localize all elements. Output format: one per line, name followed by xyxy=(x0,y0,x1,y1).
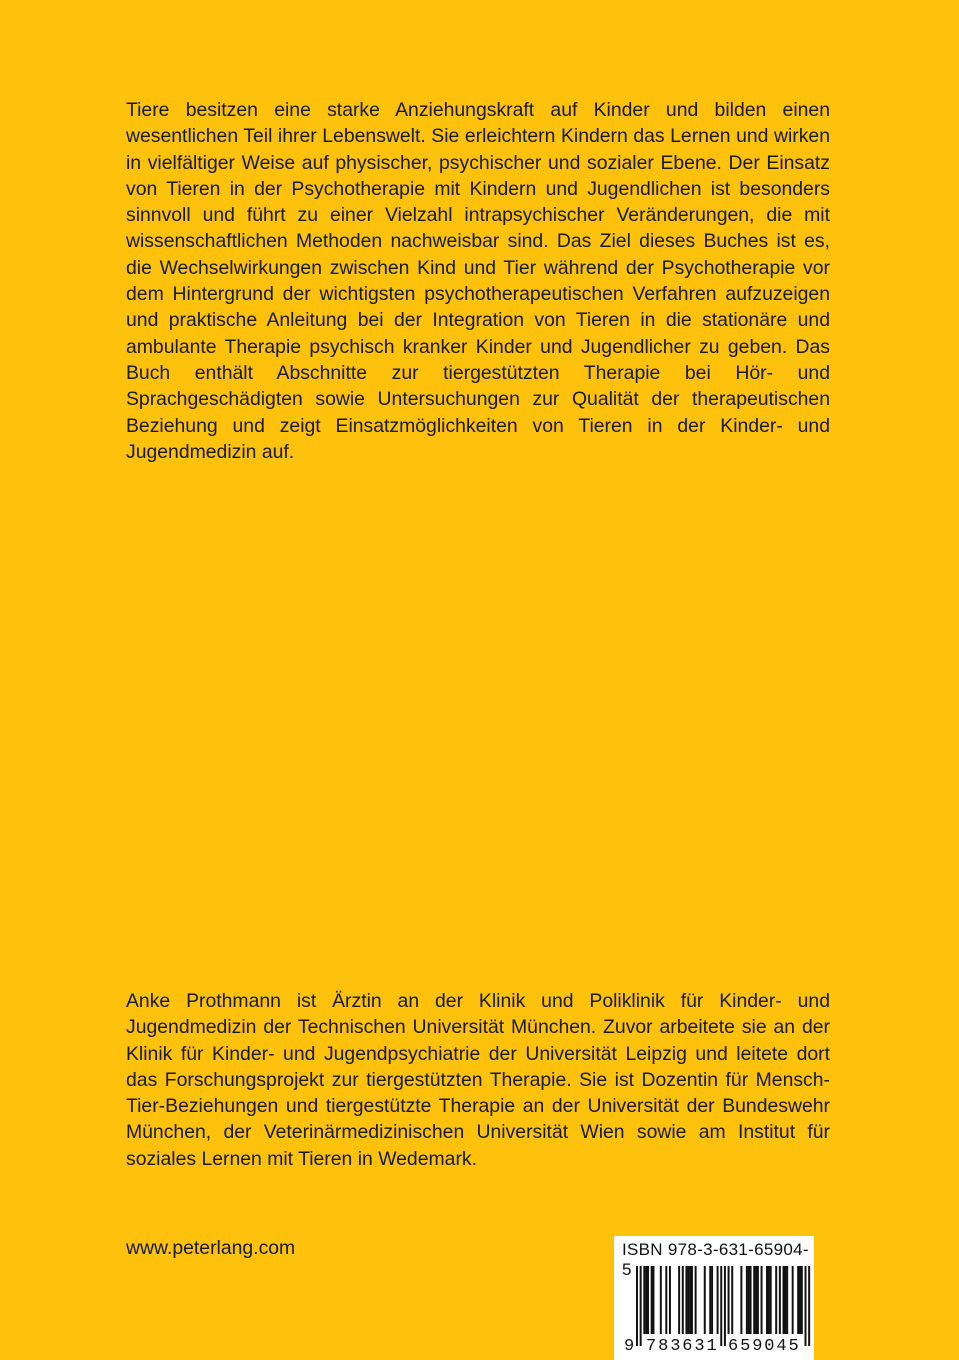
barcode-bar xyxy=(797,1266,799,1334)
barcode-bar xyxy=(748,1266,750,1334)
barcode-digit-first: 9 xyxy=(624,1337,635,1356)
barcode-bar xyxy=(652,1266,654,1334)
ean-barcode xyxy=(624,1266,810,1356)
barcode-bar xyxy=(720,1266,722,1346)
barcode-bar xyxy=(801,1266,803,1334)
barcode-bar xyxy=(757,1266,759,1334)
barcode-bar xyxy=(665,1266,667,1334)
barcode-bar xyxy=(770,1266,772,1334)
barcode-bar xyxy=(640,1266,642,1346)
barcode-bar xyxy=(805,1266,807,1346)
barcode-bar xyxy=(669,1266,671,1334)
barcode-bar xyxy=(691,1266,693,1334)
barcode-bar xyxy=(687,1266,689,1334)
barcode-bar xyxy=(717,1266,719,1334)
barcode-bar xyxy=(740,1266,742,1334)
barcode-bar xyxy=(704,1266,706,1334)
barcode-bars xyxy=(636,1266,810,1346)
barcode-bar xyxy=(709,1266,711,1334)
barcode-bar xyxy=(678,1266,680,1334)
isbn-barcode-panel xyxy=(614,1236,814,1360)
barcode-bar xyxy=(651,1266,653,1334)
barcode-bar xyxy=(695,1266,697,1334)
barcode-bar xyxy=(647,1266,649,1334)
barcode-digits-left: 783631 xyxy=(646,1337,719,1356)
barcode-bar xyxy=(728,1266,730,1334)
barcode-bar xyxy=(636,1266,638,1346)
barcode-bar xyxy=(682,1266,684,1334)
barcode-bar xyxy=(799,1266,801,1334)
barcode-bar xyxy=(808,1266,810,1346)
barcode-bar xyxy=(731,1266,733,1334)
barcode-bar xyxy=(724,1266,726,1346)
barcode-bar xyxy=(753,1266,755,1334)
barcode-bar xyxy=(768,1266,770,1334)
barcode-bar xyxy=(755,1266,757,1334)
barcode-bar xyxy=(643,1266,645,1334)
barcode-bar xyxy=(761,1266,763,1334)
barcode-bar xyxy=(746,1266,748,1334)
barcode-bar xyxy=(766,1266,768,1334)
barcode-bar xyxy=(775,1266,777,1334)
barcode-bar xyxy=(784,1266,786,1334)
barcode-bar xyxy=(689,1266,691,1334)
publisher-website[interactable]: www.peterlang.com xyxy=(126,1237,296,1259)
barcode-bar xyxy=(711,1266,713,1334)
barcode-bar xyxy=(645,1266,647,1334)
barcode-digits-right: 659045 xyxy=(728,1337,801,1356)
barcode-bar xyxy=(792,1266,794,1334)
barcode-bar xyxy=(750,1266,752,1334)
barcode-bar xyxy=(779,1266,781,1334)
barcode-bar xyxy=(786,1266,788,1334)
barcode-bar xyxy=(783,1266,785,1334)
author-bio: Anke Prothmann ist Ärztin an der Klinik und Poliklinik für Kinder- und Jugendmedizin der Technischen Universität München. Zuvor arbeitete sie an der Klinik für Kinder- und Jugendpsychiatrie der Universität Leipzig und leitete dort das Forschungsprojekt zur tiergestützten Therapie. Sie ist Dozentin für Mensch-Tier-Beziehungen und tiergestützte Therapie an der Universität der Bundeswehr München, der Veterinärmedizinischen Universität Wien sowie am Institut für soziales Lernen mit Tieren in Wedemark. xyxy=(126,990,830,1170)
back-cover-blurb: Tiere besitzen eine starke Anziehungskraft auf Kinder und bilden einen wesentlichen Teil ihrer Lebenswelt. Sie erleichtern Kindern das Lernen und wirken in vielfältiger Weise auf physischer, psychischer und sozialer Ebene. Der Einsatz von Tieren in der Psychotherapie mit Kindern und Jugendlichen ist besonders sinnvoll und führt zu einer Vielzahl intrapsychischer Veränderungen, die mit wissenschaftlichen Methoden nachweisbar sind. Das Ziel dieses Buches ist es, die Wechselwirkungen zwischen Kind und Tier während der Psychotherapie vor dem Hintergrund der wichtigsten psychotherapeutischen Verfahren aufzuzeigen und praktische Anleitung bei der Integration von Tieren in die stationäre und ambulante Therapie psychisch kranker Kinder und Jugendlicher zu geben. Das Buch enthält Abschnitte zur tiergestützten Therapie bei Hör- und Sprachgeschädigten sowie Untersuchungen zur Qualität der therapeutischen Beziehung und zeigt Einsatzmöglichkeiten von Tieren in der Kinder- und Jugendmedizin auf. xyxy=(126,99,830,463)
barcode-bar xyxy=(685,1266,687,1334)
barcode-bar xyxy=(660,1266,662,1334)
isbn-label: ISBN 978-3-631-65904-5 xyxy=(622,1240,809,1279)
